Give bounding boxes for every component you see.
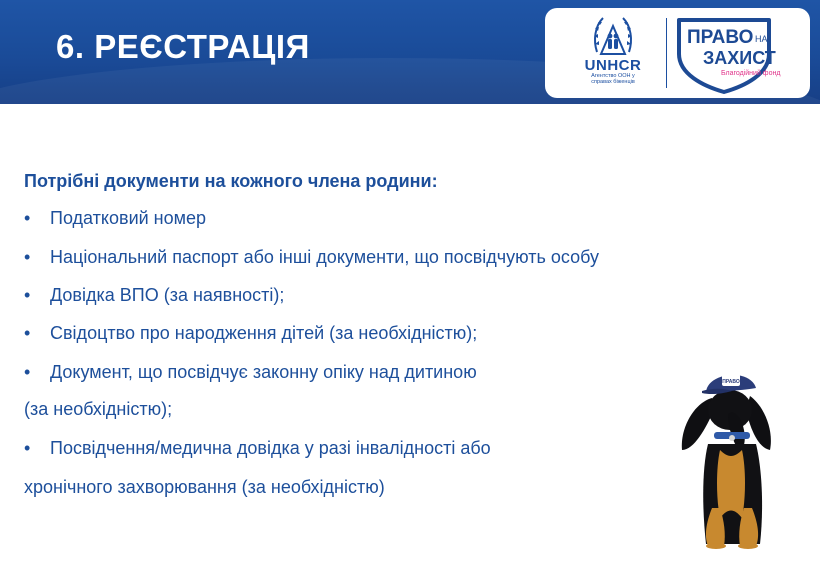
dog-mascot-illustration	[672, 358, 782, 550]
slide-header	[0, 0, 820, 104]
list-item-continuation: (за необхідністю);	[24, 399, 173, 419]
unhcr-subtitle-line2: справах біженців	[591, 79, 635, 85]
bullet: •	[24, 323, 31, 343]
list-heading: Потрібні документи на кожного члена родини:	[24, 171, 438, 191]
unhcr-logo	[563, 14, 663, 94]
cap-logo-text: ПРАВО	[722, 379, 740, 385]
list-item-text: Довідка ВПО (за наявності);	[50, 285, 285, 305]
slide-title: 6. РЕЄСТРАЦІЯ	[56, 28, 310, 65]
list-item-text: Податковий номер	[50, 208, 207, 228]
document-list	[24, 170, 724, 497]
bullet: •	[24, 285, 31, 305]
unhcr-emblem-icon	[591, 14, 635, 58]
unhcr-subtitle-line1: Агентство ООН у	[591, 73, 635, 79]
bullet: •	[24, 362, 31, 382]
unhcr-name: UNHCR	[584, 57, 642, 74]
bullet: •	[24, 247, 31, 267]
bullet: •	[24, 208, 31, 228]
list-item-text: Свідоцтво про народження дітей (за необхідністю);	[50, 323, 478, 343]
partner-logos	[545, 8, 810, 98]
logo-divider	[666, 18, 667, 88]
pravo-subtitle: Благодійний фонд	[721, 70, 781, 77]
bullet: •	[24, 438, 31, 458]
list-item-text: Посвідчення/медична довідка у разі інвалідності або	[50, 438, 491, 458]
list-item-text: Національний паспорт або інші документи, що посвідчують особу	[50, 247, 599, 267]
list-item-continuation: хронічного захворювання (за необхідністю)	[24, 477, 385, 497]
pravo-word2: ЗАХИСТ	[703, 48, 776, 68]
pravo-na-zakhyst-logo	[673, 14, 805, 94]
pravo-word-na: НА	[755, 34, 768, 44]
list-item-text: Документ, що посвідчує законну опіку над дитиною	[50, 362, 477, 382]
pravo-word1: ПРАВО	[687, 27, 754, 48]
